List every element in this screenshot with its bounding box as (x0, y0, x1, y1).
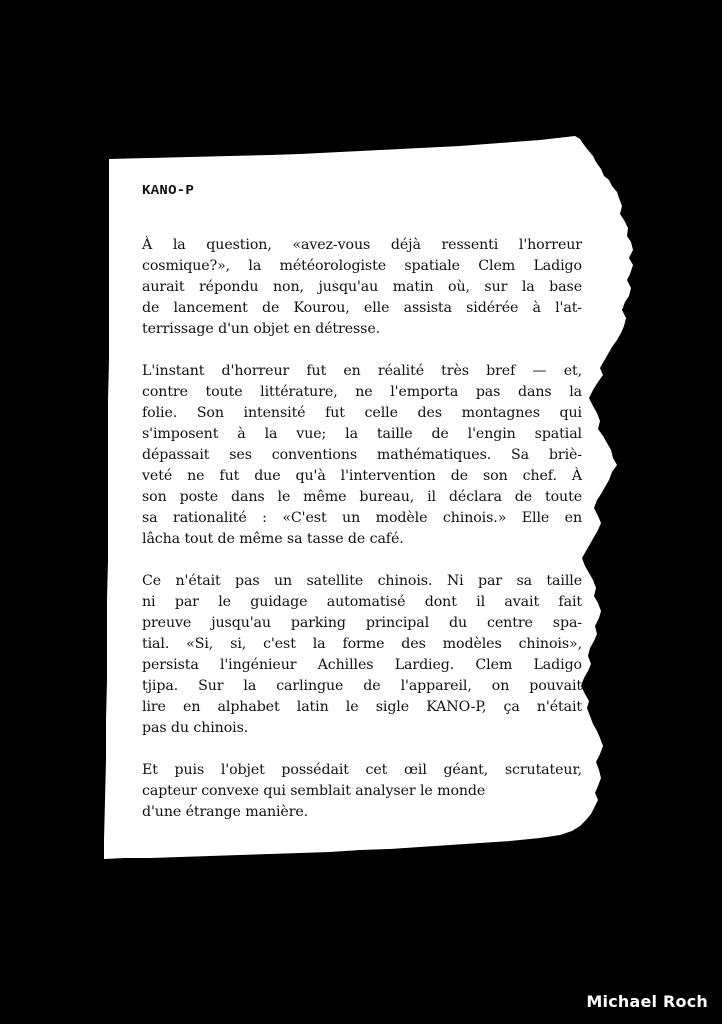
text-line: veté ne fut due qu'à l'intervention de son chef. À (142, 468, 582, 484)
text-line: d'une étrange manière. (142, 804, 309, 820)
text-line: aurait répondu non, jusqu'au matin où, sur la base (142, 279, 582, 295)
text-line: terrissage d'un objet en détresse. (142, 321, 381, 337)
text-line: L'instant d'horreur fut en réalité très bref — et, (142, 363, 582, 379)
text-line: À la question, «avez-vous déjà ressenti l'horreur (142, 237, 582, 253)
text-line: pas du chinois. (142, 720, 249, 736)
text-line: preuve jusqu'au parking principal du centre spa- (142, 615, 582, 631)
text-line: tial. «Si, si, c'est la forme des modèles chinois», (142, 636, 582, 652)
text-line: s'imposent à la vue; la taille de l'engin spatial (142, 426, 582, 442)
text-line: persista l'ingénieur Achilles Lardieg. Clem Ladigo (142, 657, 582, 673)
text-line: cosmique?», la météorologiste spatiale Clem Ladigo (142, 258, 582, 274)
author-name: Michael Roch (586, 992, 708, 1011)
text-line: lire en alphabet latin le sigle KANO-P, ça n'était (142, 699, 582, 715)
text-line: dépassait ses conventions mathématiques. Sa briè- (142, 447, 582, 463)
text-line: lâcha tout de même sa tasse de café. (142, 531, 404, 547)
text-line: sa rationalité : «C'est un modèle chinois.» Elle en (142, 510, 582, 526)
text-line: contre toute littérature, ne l'emporta pas dans la (142, 384, 582, 400)
paragraph-1 (142, 235, 582, 340)
text-line: Et puis l'objet possédait cet œil géant, scrutateur, (142, 762, 582, 778)
text-line: son poste dans le même bureau, il déclara de toute (142, 489, 582, 505)
story-title: KANO-P (142, 183, 195, 199)
text-line: tjipa. Sur la carlingue de l'appareil, on pouvait (142, 678, 582, 694)
paragraph-3 (142, 571, 582, 739)
text-line: ni par le guidage automatisé dont il avait fait (142, 594, 582, 610)
text-line: folie. Son intensité fut celle des montagnes qui (142, 405, 582, 421)
story-text (142, 181, 582, 844)
paragraph-2 (142, 361, 582, 550)
text-line: de lancement de Kourou, elle assista sidérée à l'at- (142, 300, 582, 316)
paragraph-4 (142, 760, 582, 823)
text-line: capteur convexe qui semblait analyser le monde (142, 783, 486, 799)
text-line: Ce n'était pas un satellite chinois. Ni par sa taille (142, 573, 582, 589)
